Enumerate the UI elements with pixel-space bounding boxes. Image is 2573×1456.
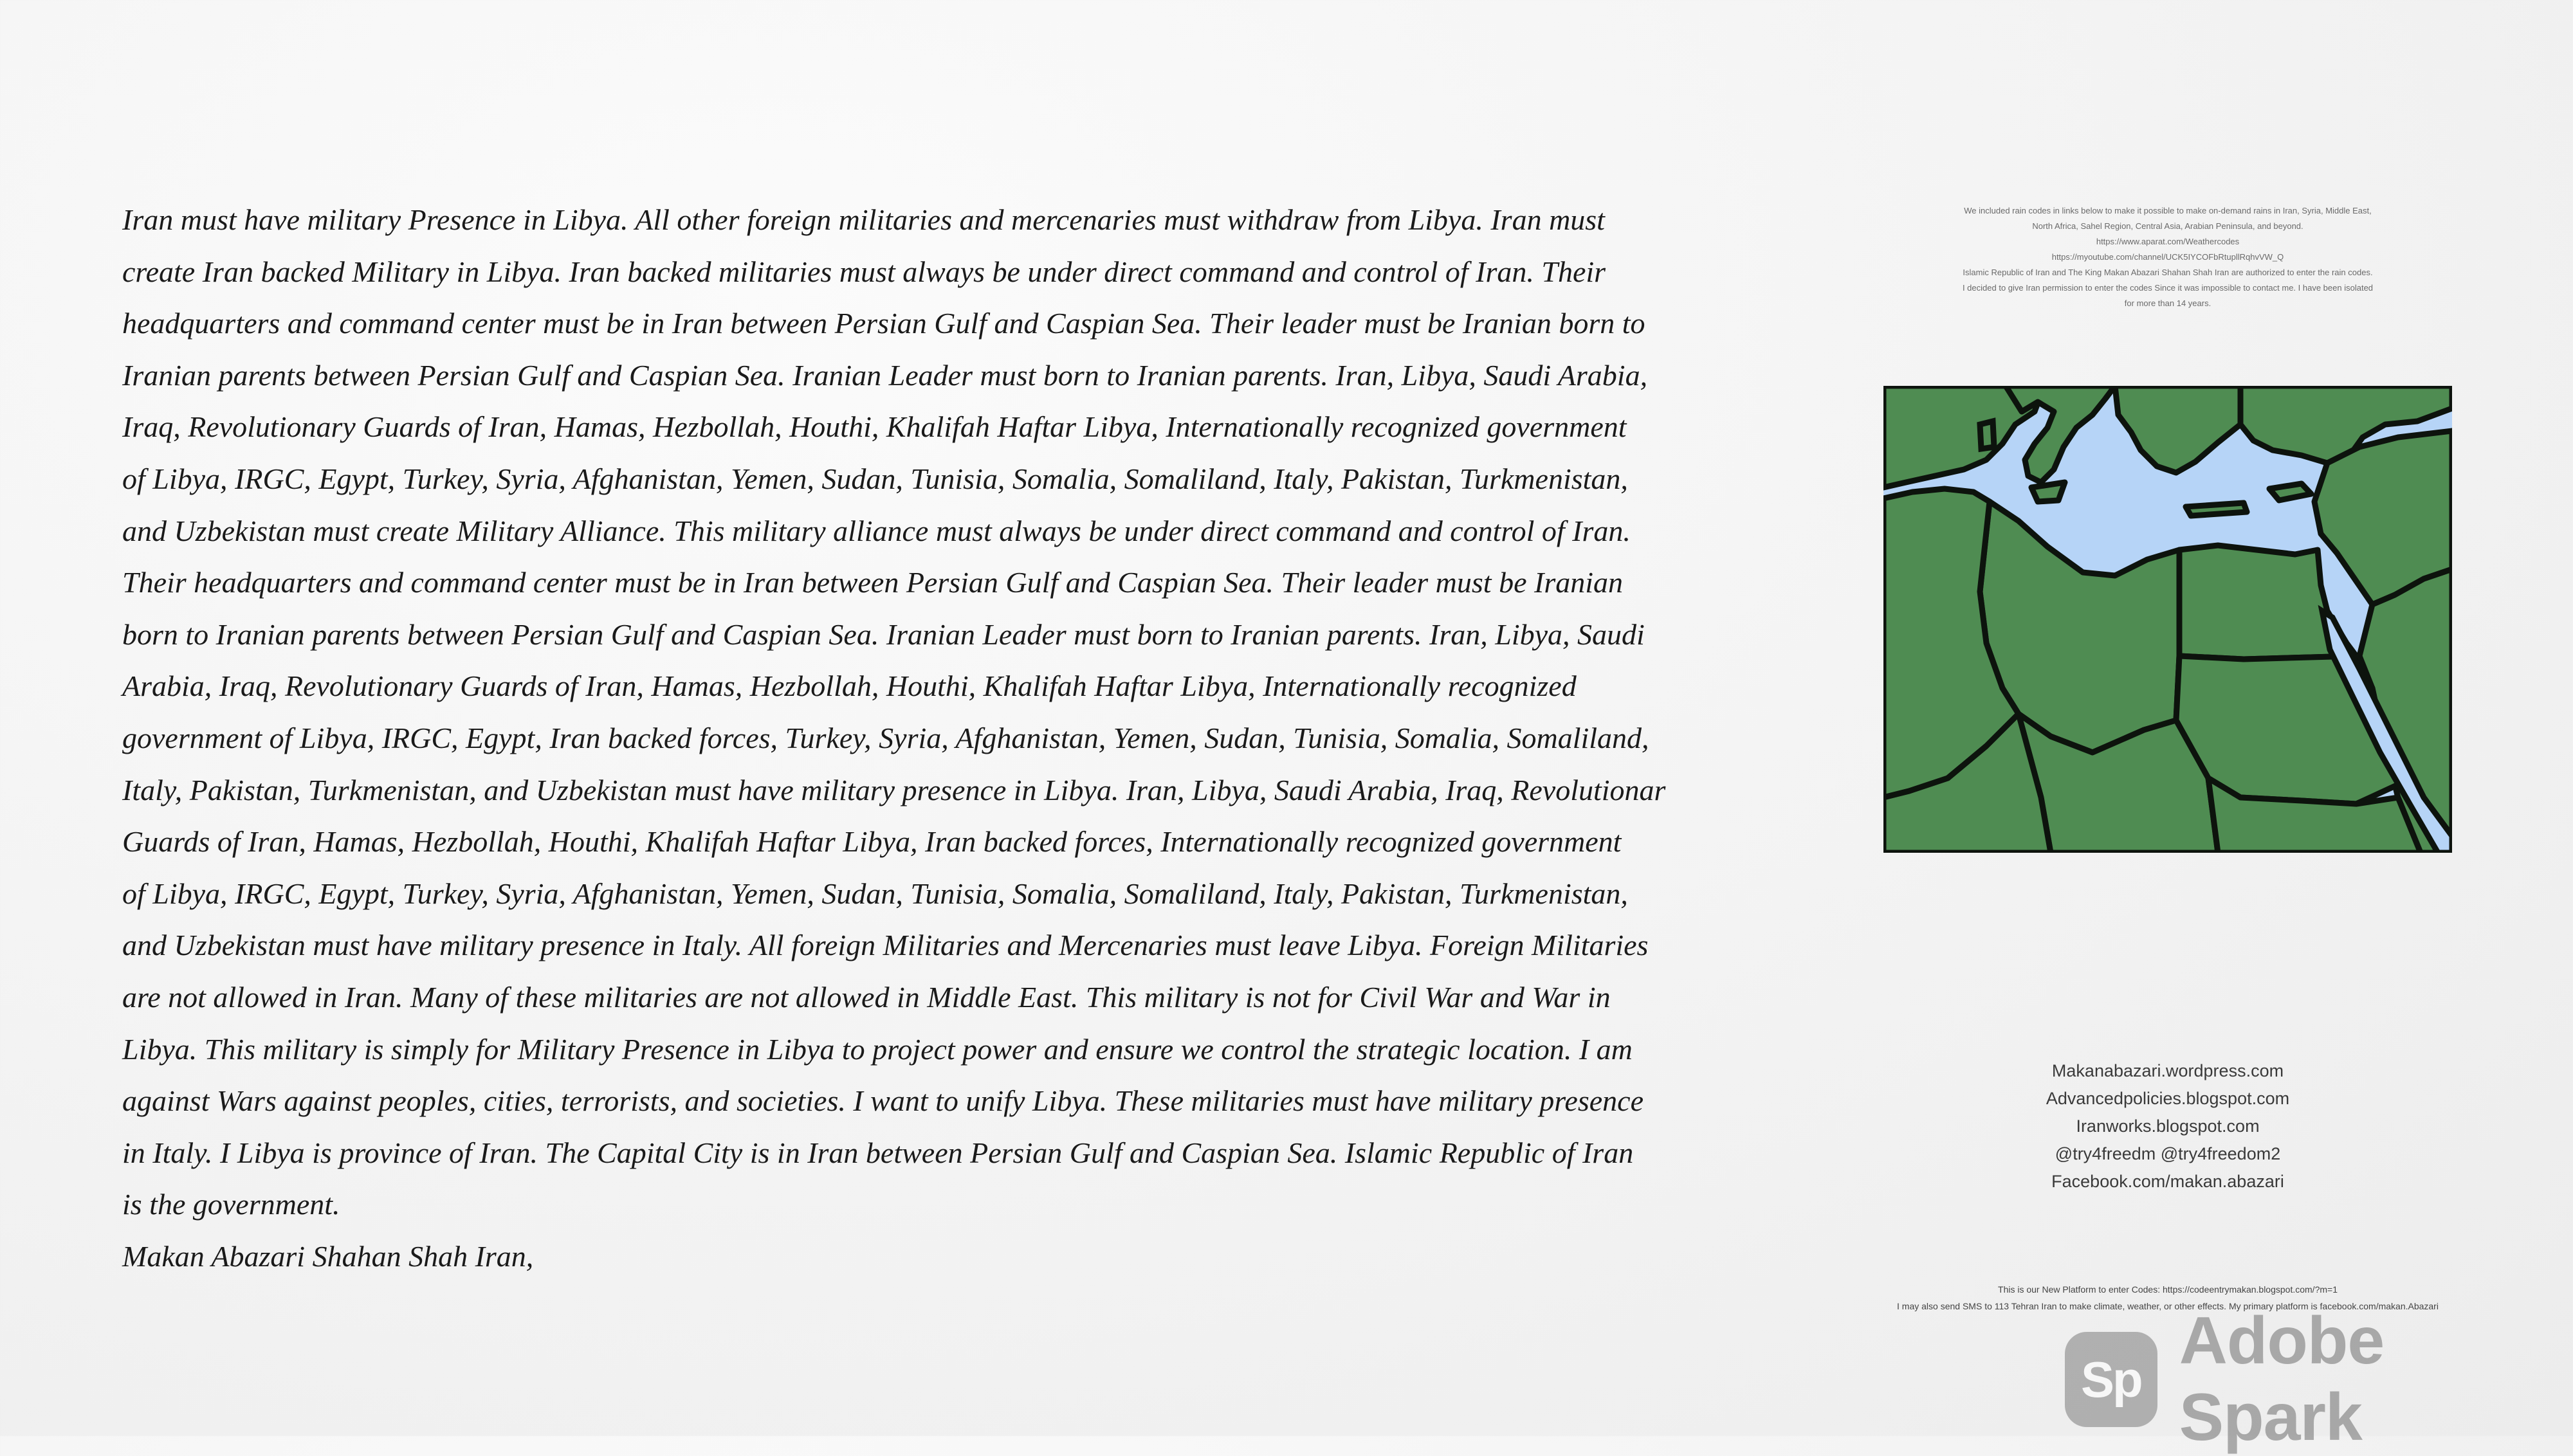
main-text-line: in Italy. I Libya is province of Iran. The Capital City is in Iran between Persian Gulf and Caspian Sea. Islamic Republic of Iran — [122, 1136, 1634, 1169]
region-map-image — [1883, 386, 2452, 853]
main-text-line: of Libya, IRGC, Egypt, Turkey, Syria, Afghanistan, Yemen, Sudan, Tunisia, Somalia, Somaliland, Italy, Pakistan, Turkmenistan, — [122, 462, 1628, 495]
main-text — [122, 194, 1898, 1282]
note-line: for more than 14 years. — [2124, 298, 2211, 308]
main-text-line: and Uzbekistan must create Military Alliance. This military alliance must always be under direct command and control of Iran. — [122, 514, 1631, 547]
main-text-line: Iranian parents between Persian Gulf and Caspian Sea. Iranian Leader must born to Iranian parents. Iran, Libya, Saudi Arabia, — [122, 358, 1648, 392]
note-line: I decided to give Iran permission to enter the codes Since it was impossible to contact me. I have been isolated — [1962, 283, 2374, 293]
main-text-line: create Iran backed Military in Libya. Iran backed militaries must always be under direct command and control of Iran. Their — [122, 255, 1606, 288]
link-iranworks[interactable]: Iranworks.blogspot.com — [2076, 1116, 2260, 1136]
signature-line: Makan Abazari Shahan Shah Iran, — [122, 1239, 534, 1273]
main-text-line: headquarters and command center must be in Iran between Persian Gulf and Caspian Sea. Their leader must be Iranian born to — [122, 307, 1645, 340]
land-sicily — [2031, 482, 2065, 502]
twitter-handles[interactable]: @try4freedm @try4freedom2 — [2055, 1144, 2281, 1163]
main-text-line: of Libya, IRGC, Egypt, Turkey, Syria, Afghanistan, Yemen, Sudan, Tunisia, Somalia, Somaliland, Italy, Pakistan, Turkmenistan, — [122, 877, 1628, 910]
brand-wordmark: Adobe Spark — [2179, 1304, 2385, 1455]
note-line: We included rain codes in links below to make it possible to make on-demand rains in Iran, Syria, Middle East, — [1964, 206, 2372, 215]
note-link[interactable]: https://myoutube.com/channel/UCK5IYCOFbRtupllRqhvVW_Q — [2051, 252, 2284, 262]
land-crete — [2186, 503, 2247, 516]
main-text-line: Italy, Pakistan, Turkmenistan, and Uzbekistan must have military presence in Libya. Iran, Libya, Saudi Arabia, Iraq, Revolutionar — [122, 773, 1666, 806]
main-text-line: born to Iranian parents between Persian Gulf and Caspian Sea. Iranian Leader must born to Iranian parents. Iran, Libya, Saudi — [122, 617, 1645, 651]
main-text-line: Iran must have military Presence in Libya. All other foreign militaries and mercenaries must withdraw from Libya. Iran must — [122, 203, 1605, 236]
main-text-line: Arabia, Iraq, Revolutionary Guards of Iran, Hamas, Hezbollah, Houthi, Khalifah Haftar Libya, Internationally recognized — [122, 669, 1577, 703]
main-text-line: are not allowed in Iran. Many of these militaries are not allowed in Middle East. This military is not for Civil War and War in — [122, 980, 1611, 1014]
note-link[interactable]: https://www.aparat.com/Weathercodes — [2096, 237, 2240, 246]
adobe-spark-logo-icon — [2065, 1332, 2157, 1427]
main-text-line: is the government. — [122, 1188, 340, 1221]
land-cyprus — [2269, 484, 2311, 500]
main-text-line: Iraq, Revolutionary Guards of Iran, Hamas, Hezbollah, Houthi, Khalifah Haftar Libya, Internationally recognized government — [122, 410, 1627, 444]
region-map — [1883, 386, 2452, 853]
platform-line: This is our New Platform to enter Codes: https://codeentrymakan.blogspot.com/?m=1 — [1998, 1284, 2338, 1295]
logo-text: Sp — [2081, 1351, 2141, 1408]
rain-codes-note — [1917, 203, 2419, 311]
main-text-line: Their headquarters and command center must be in Iran between Persian Gulf and Caspian Sea. Their leader must be Iranian — [122, 566, 1623, 599]
main-text-line: against Wars against peoples, cities, terrorists, and societies. I want to unify Libya. These militaries must have military presence — [122, 1084, 1644, 1118]
link-facebook[interactable]: Facebook.com/makan.abazari — [2051, 1172, 2284, 1191]
adobe-spark-watermark — [2065, 1304, 2573, 1455]
main-text-line: Guards of Iran, Hamas, Hezbollah, Houthi, Khalifah Haftar Libya, Iran backed forces, Internationally recognized government — [122, 825, 1622, 859]
note-line: North Africa, Sahel Region, Central Asia, Arabian Peninsula, and beyond. — [2032, 221, 2303, 231]
link-wordpress[interactable]: Makanabazari.wordpress.com — [2051, 1061, 2284, 1080]
link-advancedpolicies[interactable]: Advancedpolicies.blogspot.com — [2046, 1089, 2290, 1108]
main-text-line: government of Libya, IRGC, Egypt, Iran backed forces, Turkey, Syria, Afghanistan, Yemen, Sudan, Tunisia, Somalia, Somaliland, — [122, 721, 1649, 754]
platform-line: I may also send SMS to 113 Tehran Iran to make climate, weather, or other effects. My primary platform is facebook.com/makan.Abazari — [1897, 1301, 2439, 1311]
main-text-line: Libya. This military is simply for Military Presence in Libya to project power and ensure we control the strategic location. I am — [122, 1032, 1633, 1066]
sardinia — [1980, 421, 1994, 449]
main-text-line: and Uzbekistan must have military presence in Italy. All foreign Militaries and Mercenaries must leave Libya. Foreign Militaries — [122, 929, 1649, 962]
note-line: Islamic Republic of Iran and The King Makan Abazari Shahan Shah Iran are authorized to enter the rain codes. — [1963, 268, 2373, 277]
contact-links — [1962, 1057, 2374, 1196]
